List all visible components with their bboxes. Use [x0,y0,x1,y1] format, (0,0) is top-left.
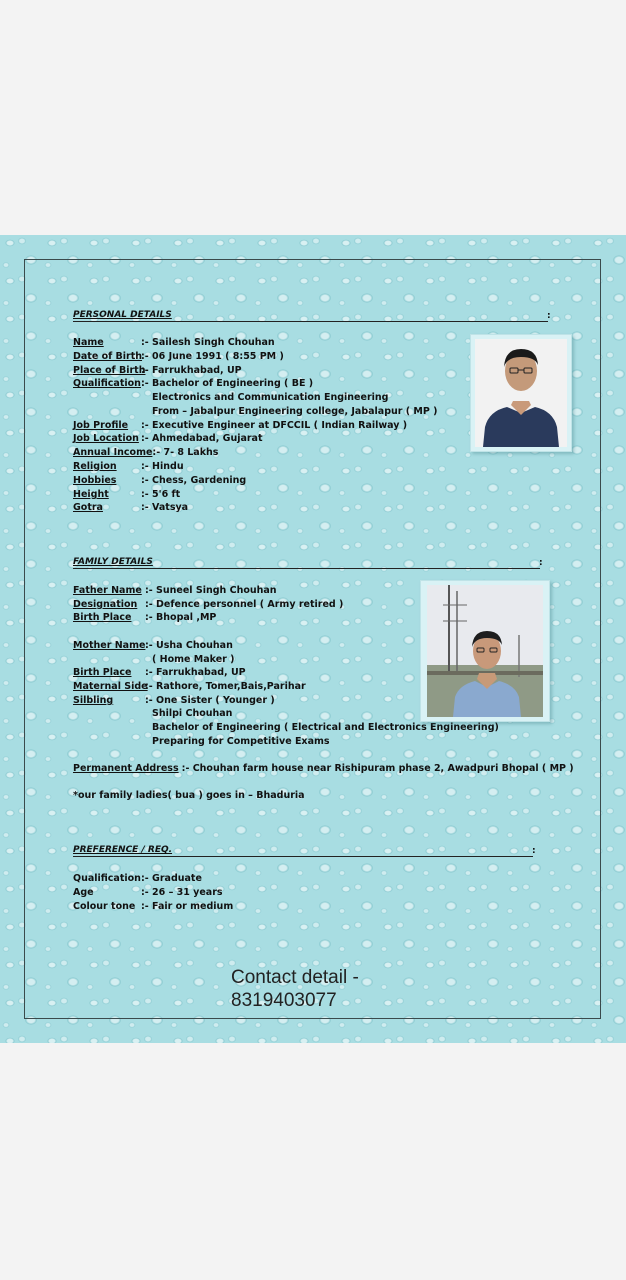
row-maternal-side: Maternal Side:- Rathore, Tomer,Bais,Parihar [73,681,306,692]
row-father-birth-place: Birth Place :- Bhopal ,MP [73,612,217,623]
row-place-of-birth: Place of Birth:- Farrukhabad, UP [73,365,242,376]
section-colon: : [547,311,551,321]
section-colon: : [532,846,536,856]
portrait-image [475,339,567,447]
row-name: Name :- Sailesh Singh Chouhan [73,337,275,348]
preference-title: PREFERENCE / REQ. [73,845,173,855]
row-job-location: Job Location :- Ahmedabad, Gujarat [73,433,263,444]
outdoor-portrait-image [427,585,543,717]
row-designation: Designation :- Defence personnel ( Army retired ) [73,599,344,610]
row-father-name: Father Name :- Suneel Singh Chouhan [73,585,277,596]
row-job-profile: Job Profile :- Executive Engineer at DFCCIL ( Indian Railway ) [73,420,408,431]
contact-label: Contact detail - [231,967,359,988]
family-note: *our family ladies( bua ) goes in – Bhaduria [73,790,305,801]
section-colon: : [539,558,543,568]
row-height: Height :- 5'6 ft [73,489,181,500]
row-mother-name: Mother Name:- Usha Chouhan [73,640,233,651]
row-pref-colour-tone: Colour tone :- Fair or medium [73,901,234,912]
family-section-photo [420,580,550,722]
row-dob: Date of Birth:- 06 June 1991 ( 8:55 PM ) [73,351,284,362]
row-permanent-address: Permanent Address :- Chouhan farm house near Rishipuram phase 2, Awadpuri Bhopal ( MP ) [73,763,574,774]
row-sibling: Silbling :- One Sister ( Younger ) [73,695,275,706]
row-qualification: Qualification:- Bachelor of Engineering ( BE ) [73,378,314,389]
personal-details-title: PERSONAL DETAILS [73,310,172,320]
row-mother-birth-place: Birth Place :- Farrukhabad, UP [73,667,246,678]
section-divider [73,321,548,322]
mother-occupation: ( Home Maker ) [152,654,235,665]
qualification-branch: Electronics and Communication Engineering [152,392,389,403]
row-religion: Religion :- Hindu [73,461,184,472]
family-details-title: FAMILY DETAILS [73,557,153,567]
row-pref-age: Age :- 26 – 31 years [73,887,223,898]
row-gotra: Gotra :- Vatsya [73,502,189,513]
sibling-name: Shilpi Chouhan [152,708,233,719]
section-divider [73,568,540,569]
qualification-college: From – Jabalpur Engineering college, Jabalapur ( MP ) [152,406,438,417]
profile-photo [470,334,572,452]
contact-phone: 8319403077 [231,990,337,1011]
section-divider [73,856,533,857]
sibling-degree: Bachelor of Engineering ( Electrical and Electronics Engineering) [152,722,499,733]
row-hobbies: Hobbies :- Chess, Gardening [73,475,247,486]
row-annual-income: Annual Income:- 7- 8 Lakhs [73,447,219,458]
row-pref-qualification: Qualification:- Graduate [73,873,202,884]
sibling-status: Preparing for Competitive Exams [152,736,330,747]
contact-detail [231,966,359,1012]
